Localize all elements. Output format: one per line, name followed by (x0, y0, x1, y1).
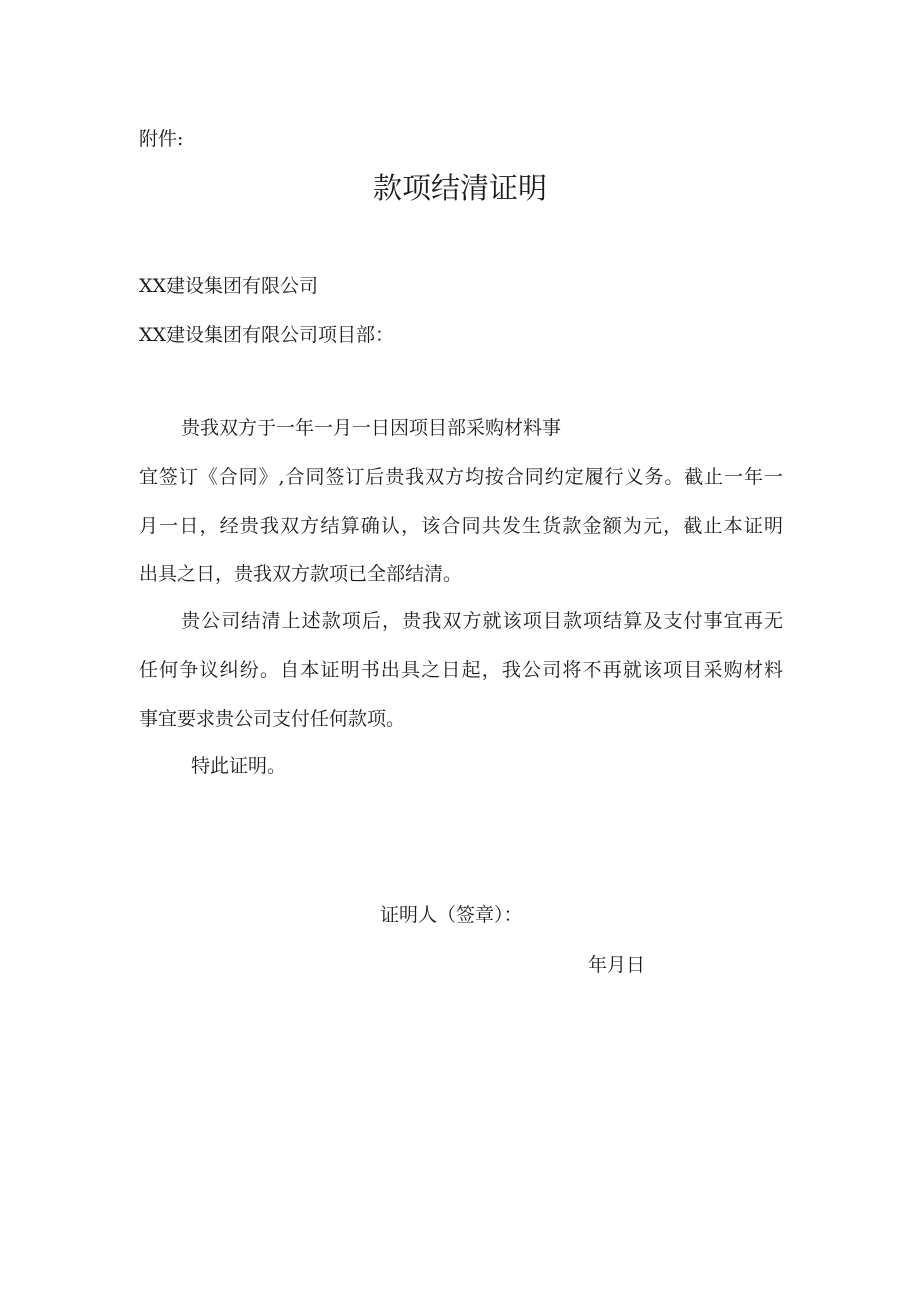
paragraph-line: 贵公司结清上述款项后，贵我双方就该项目款项结算及支付事宜再无 (181, 610, 783, 632)
paragraph-line: 宜签订《合同》,合同签订后贵我双方均按合同约定履行义务。截止一年一 (139, 466, 783, 488)
date-label: 年月日 (588, 954, 646, 976)
recipient-company: XX建设集团有限公司 (139, 275, 319, 297)
recipient-project-department: XX建设集团有限公司项目部： (139, 324, 395, 346)
attachment-label: 附件: (139, 128, 184, 150)
closing-statement: 特此证明。 (191, 755, 287, 777)
signer-label: 证明人（签章）： (380, 904, 523, 926)
paragraph-line: 出具之日，贵我双方款项已全部结清。 (139, 563, 463, 585)
paragraph-line: 任何争议纠纷。自本证明书出具之日起，我公司将不再就该项目采购材料 (139, 659, 783, 681)
page-title: 款项结清证明 (372, 171, 547, 205)
paragraph-line: 月一日，经贵我双方结算确认，该合同共发生货款金额为元，截止本证明 (139, 515, 783, 537)
paragraph-line: 事宜要求贵公司支付任何款项。 (139, 708, 406, 730)
paragraph-line: 贵我双方于一年一月一日因项目部采购材料事 (181, 417, 562, 439)
